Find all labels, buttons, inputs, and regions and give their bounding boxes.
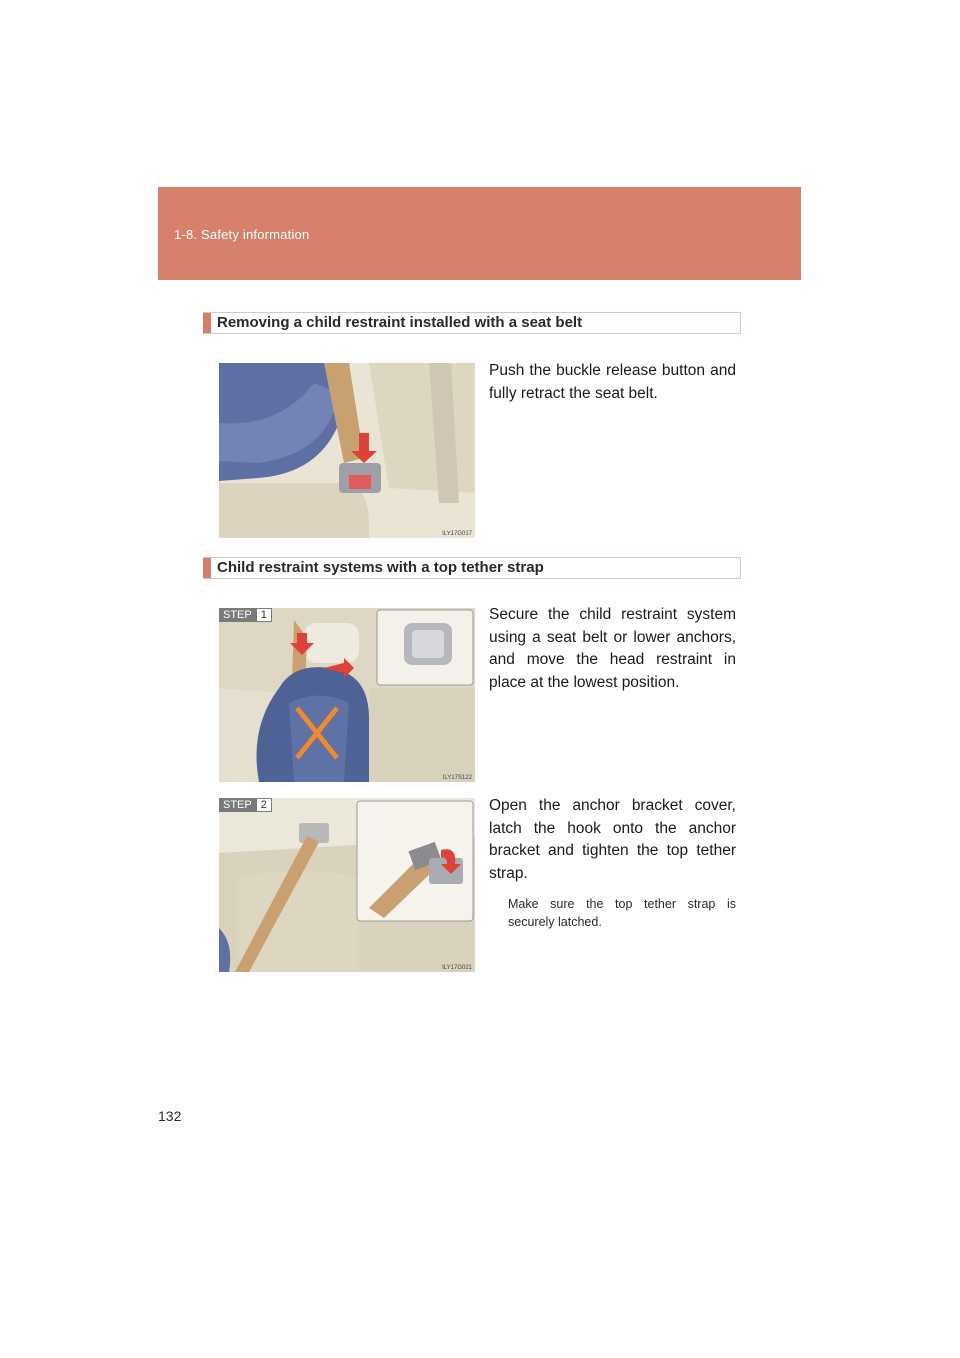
illustration-anchor-bracket — [219, 798, 475, 972]
section-marker — [203, 558, 211, 578]
image-code: ILY17G017 — [442, 531, 472, 537]
step-1-text: Secure the child restraint system using a seat belt or lower anchors, and move the head restraint in place at the lowest position. — [489, 606, 736, 691]
figure-buckle-release — [219, 363, 475, 538]
chapter-title: 1-8. Safety information — [174, 227, 310, 242]
image-code: ILY17G021 — [442, 965, 472, 971]
section-title-top-tether — [203, 557, 741, 579]
section-marker — [203, 313, 211, 333]
figure-step-2 — [219, 798, 475, 972]
page-number: 132 — [158, 1108, 182, 1124]
step-label: STEP — [219, 798, 256, 812]
section-heading: Child restraint systems with a top tether strap — [217, 559, 544, 576]
step-label: STEP — [219, 608, 256, 622]
illustration-buckle-release — [219, 363, 475, 538]
step-number: 1 — [256, 608, 272, 622]
section-heading: Removing a child restraint installed with a seat belt — [217, 314, 583, 331]
step-badge-1 — [219, 608, 272, 622]
image-code: ILY17S122 — [442, 775, 472, 781]
step-number: 2 — [256, 798, 272, 812]
step-badge-2 — [219, 798, 272, 812]
step-2-text: Open the anchor bracket cover, latch the hook onto the anchor bracket and tighten the top tether strap. — [489, 797, 736, 882]
step-2-note: Make sure the top tether strap is securely latched. — [508, 897, 736, 929]
section-title-removing — [203, 312, 741, 334]
illustration-child-seat — [219, 608, 475, 782]
figure-step-1 — [219, 608, 475, 782]
instruction-text: Push the buckle release button and fully retract the seat belt. — [489, 362, 736, 402]
chapter-header — [158, 187, 801, 280]
